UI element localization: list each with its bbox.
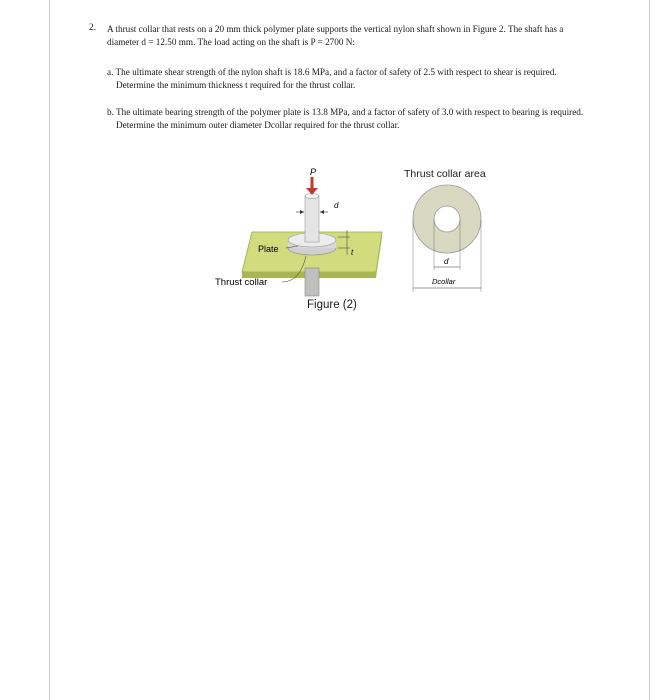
label-d: d (334, 201, 339, 210)
shaft-lower (305, 268, 319, 296)
figure-caption: Figure (2) (307, 299, 357, 311)
shaft-upper (305, 196, 319, 242)
collar-area-hole (434, 206, 460, 232)
part-b-line-1: b. The ultimate bearing strength of the polymer plate is 13.8 MPa, and a factor of safety of 3.0 with respect to bearing is required. (107, 107, 584, 117)
part-b-line-2: Determine the minimum outer diameter Dcollar required for the thrust collar. (116, 119, 400, 130)
part-b (107, 106, 637, 131)
label-dcollar: Dcollar (432, 277, 456, 286)
document-page (49, 0, 650, 700)
part-a-line-2: Determine the minimum thickness t required for the thrust collar. (116, 79, 356, 90)
label-d-ring: d (444, 257, 449, 266)
intro-line-2: diameter d = 12.50 mm. The load acting on the shaft is P = 2700 N: (107, 36, 355, 47)
part-a (107, 66, 637, 91)
shaft-plate-figure (200, 160, 520, 330)
question-number: 2. (89, 23, 97, 33)
part-a-line-1: a. The ultimate shear strength of the nylon shaft is 18.6 MPa, and a factor of safety of 2.5 with respect to shear is required. (107, 67, 557, 77)
question-intro (107, 23, 637, 48)
d-arrow-right (320, 210, 324, 214)
label-t: t (351, 248, 354, 257)
intro-line-1: A thrust collar that rests on a 20 mm thick polymer plate supports the vertical nylon shaft shown in Figure 2. The shaft has a (107, 24, 564, 34)
label-thrust-collar: Thrust collar (215, 277, 268, 288)
d-arrow-left (300, 210, 304, 214)
label-p: P (310, 167, 317, 177)
thrust-collar-area-title: Thrust collar area (404, 168, 486, 180)
label-plate: Plate (258, 244, 279, 254)
